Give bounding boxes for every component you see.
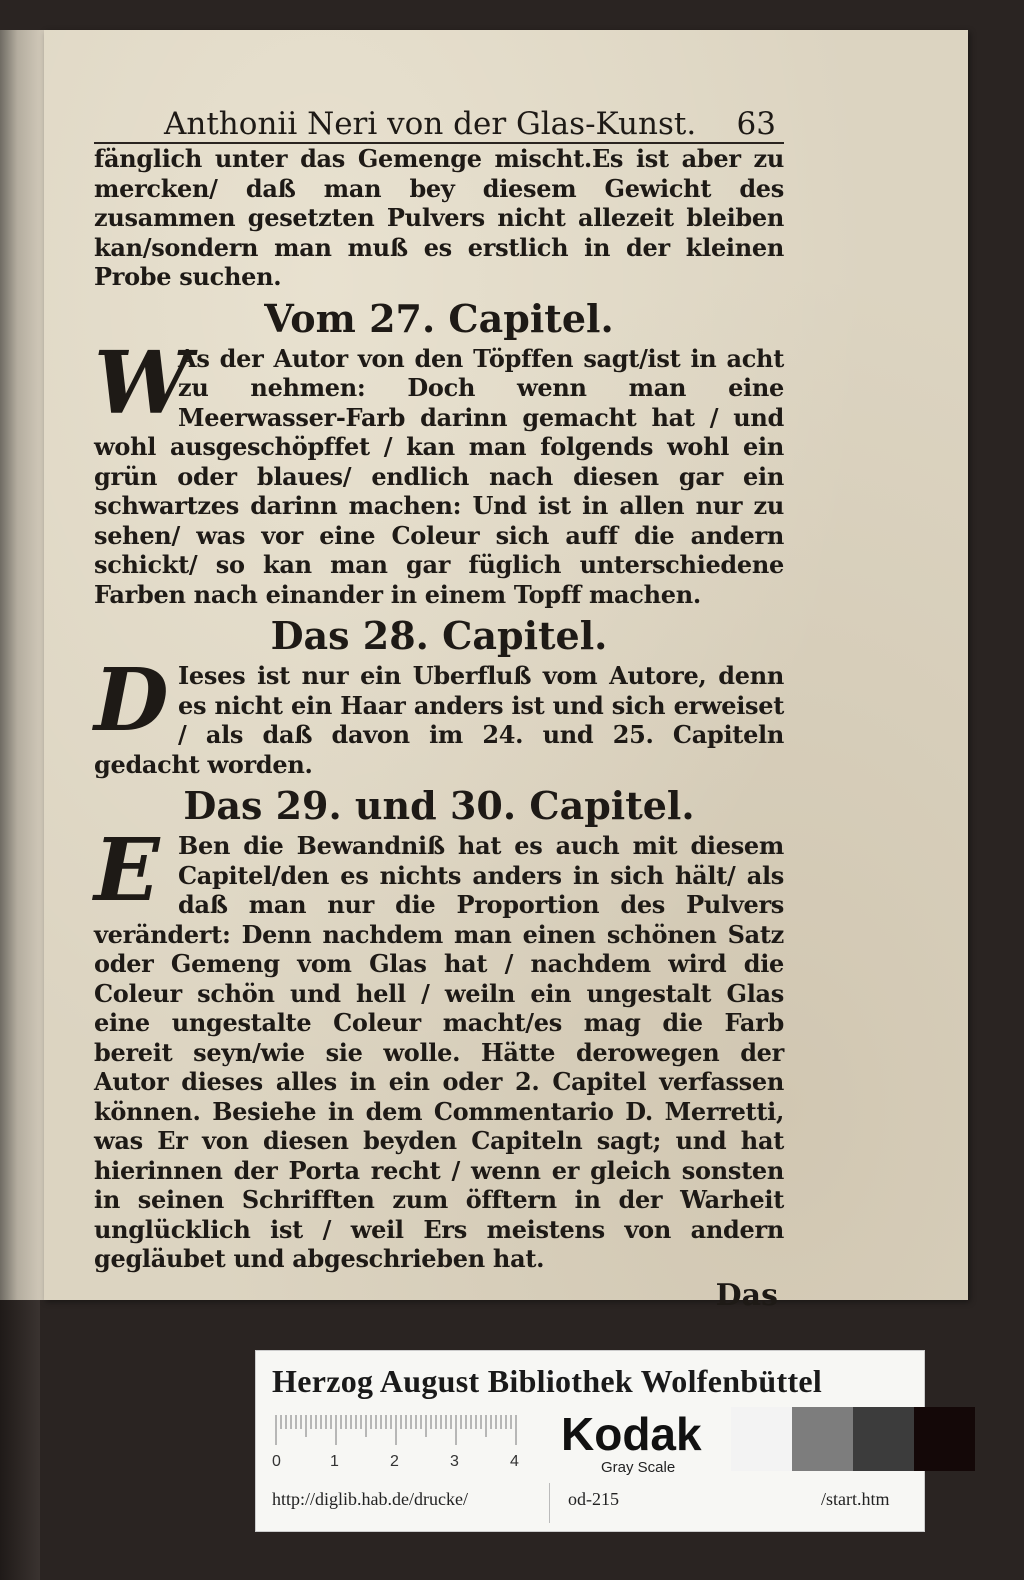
adjacent-page-edge <box>0 30 44 1300</box>
ruler-label-2: 2 <box>390 1453 399 1470</box>
chapter-27-text: As der Autor von den Töpffen sagt/ist in acht zu nehmen: Doch wenn man eine Meerwasser-Farb darinn gemacht hat / und wohl ausgeschöpffet / kan man folgends wohl ein grün oder blaues/ endlich nach diesen gar ein schwartzes darinn machen: Und ist in allen nur zu sehen/ was vor eine Coleur sich auff die andern schickt/ so kan man gar füglich unterschiedene Farben nach einander in einem Topff machen. <box>94 343 784 609</box>
running-head <box>94 100 784 144</box>
ruler-label-3: 3 <box>450 1453 459 1470</box>
drop-cap-initial: E <box>94 820 160 921</box>
gray-scale-swatches <box>731 1407 975 1471</box>
chapter-27-paragraph <box>94 332 784 610</box>
ruler-label-4: 4 <box>510 1453 519 1470</box>
page-number: 63 <box>736 106 776 142</box>
catchword: Das <box>715 1277 778 1313</box>
url-end: /start.htm <box>821 1489 890 1509</box>
ruler-scale <box>272 1411 542 1471</box>
text-block <box>94 100 784 1313</box>
chapter-29-30-text: Ben die Bewandniß hat es auch mit diesem Capitel/den es nichts anders in sich hält/ als daß man nur die Proportion des Pulvers verändert: Denn nachdem man einen schönen Satz oder Gemeng vom Glas hat / nachdem wird die Coleur schön und hell / weiln ein ungestalt Glas eine ungestalte Coleur macht/es mag die Farb bereit seyn/wie sie wolle. Hätte derowegen der Autor dieses alles in ein oder 2. Capitel verfassen können. Besiehe in dem Commentario D. Merretti, was Er von diesen beyden Capiteln sagt; und hat hierinnen der Porta recht / wenn er gleich sonsten in seinen Schrifften zum öfftern in der Warheit unglücklich ist / weil Ers meistens von andern gegläubet und abgeschrieben hat. <box>94 831 784 1273</box>
library-name: Herzog August Bibliothek Wolfenbüttel <box>272 1363 823 1399</box>
chapter-28-paragraph <box>94 650 784 779</box>
chapter-heading-27: Vom 27. Capitel. <box>264 295 614 341</box>
swatch-black <box>914 1407 975 1471</box>
gray-scale-label: Gray Scale <box>601 1459 676 1476</box>
chapter-heading-28: Das 28. Capitel. <box>270 613 608 658</box>
chapter-28-text: Ieses ist nur ein Uberfluß vom Autore, denn es nicht ein Haar anders ist und sich erweiset / als daß davon im 24. und 25. Capiteln gedacht worden. <box>94 661 784 779</box>
swatch-dark-gray <box>853 1407 914 1471</box>
chapter-29-30-paragraph <box>94 820 784 1274</box>
opening-paragraph: fänglich unter das Gemenge mischt.Es ist aber zu mercken/ daß man bey diesem Gewicht des zusammen gesetzten Pulvers nicht allezeit bleiben kan/sondern man muß es erstlich in der kleinen Probe suchen. <box>94 144 784 291</box>
scan-background <box>0 1300 40 1580</box>
color-target-card <box>255 1350 925 1532</box>
url-identifier: od-215 <box>568 1489 619 1509</box>
running-title: Anthonii Neri von der Glas-Kunst. <box>164 106 697 142</box>
ruler-label-0: 0 <box>272 1453 281 1470</box>
swatch-white <box>731 1407 792 1471</box>
divider <box>549 1483 550 1523</box>
drop-cap-initial: W <box>94 332 191 434</box>
drop-cap-initial: D <box>94 650 169 751</box>
kodak-logo: Kodak <box>561 1408 702 1460</box>
swatch-gray <box>792 1407 853 1471</box>
ruler-label-1: 1 <box>330 1453 339 1470</box>
book-page <box>44 30 968 1313</box>
chapter-heading-29-30: Das 29. und 30. Capitel. <box>183 783 695 828</box>
url-start: http://diglib.hab.de/drucke/ <box>272 1489 468 1509</box>
